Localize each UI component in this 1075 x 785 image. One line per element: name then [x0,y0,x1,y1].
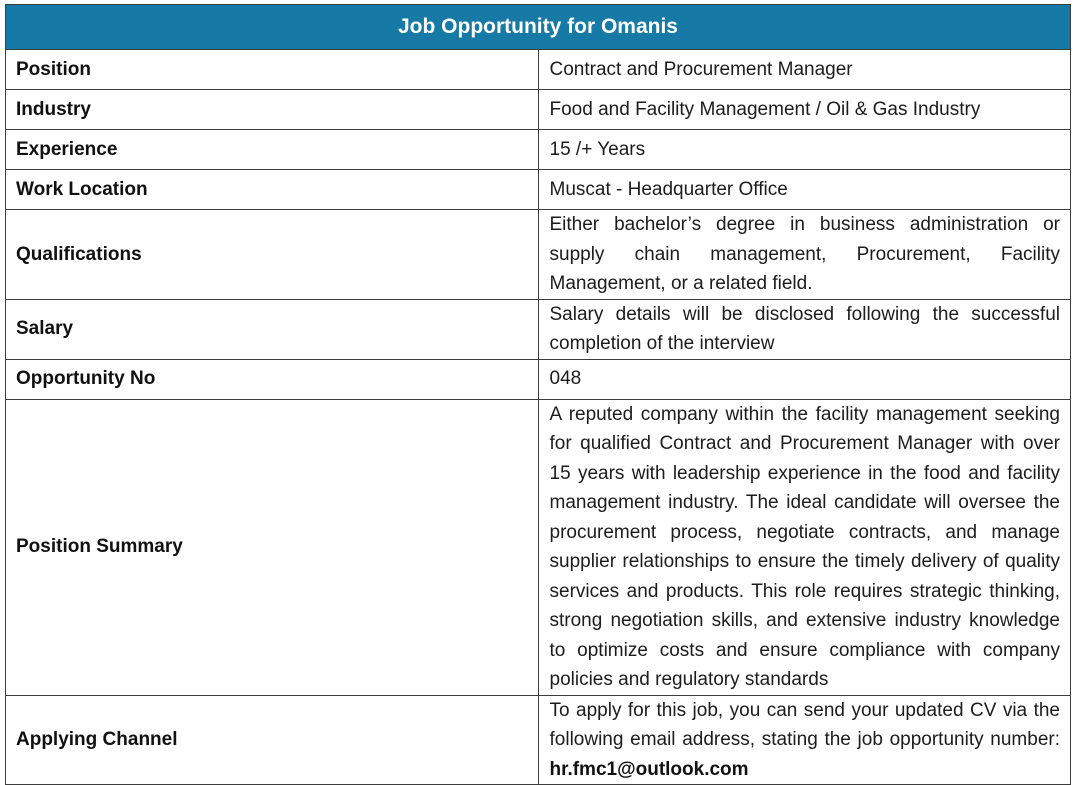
table-row-applying-channel [6,695,1071,785]
industry-value: Food and Facility Management / Oil & Gas Industry [538,90,1071,130]
work-location-label: Work Location [6,170,539,210]
applying-channel-label: Applying Channel [6,695,539,785]
position-summary-value: A reputed company within the facility management seeking for qualified Contract and Procurement Manager with over 15 years with leadership experience in the food and facility management industry. The ideal candidate will oversee the procurement process, negotiate contracts, and manage supplier relationships to ensure the timely delivery of quality services and products. This role requires strategic thinking, strong negotiation skills, and extensive industry knowledge to optimize costs and ensure compliance with company policies and regulatory standards [538,399,1071,695]
opportunity-no-value: 048 [538,359,1071,399]
salary-value: Salary details will be disclosed following the successful completion of the interview [538,299,1071,359]
qualifications-value: Either bachelor’s degree in business administration or supply chain management, Procurement, Facility Management, or a related field. [538,210,1071,300]
table-row-work-location [6,170,1071,210]
table-row-industry [6,90,1071,130]
salary-label: Salary [6,299,539,359]
opportunity-no-label: Opportunity No [6,359,539,399]
applying-channel-cell [538,695,1071,785]
applying-channel-text: To apply for this job, you can send your updated CV via the following email address, stating the job opportunity number: [549,699,1060,750]
work-location-value: Muscat - Headquarter Office [538,170,1071,210]
position-label: Position [6,50,539,90]
table-row-experience [6,130,1071,170]
job-posting [5,4,1071,785]
qualifications-label: Qualifications [6,210,539,300]
position-summary-label: Position Summary [6,399,539,695]
table-row-qualifications [6,210,1071,300]
job-details-table [5,4,1071,785]
page-title: Job Opportunity for Omanis [6,5,1071,50]
table-row-position-summary [6,399,1071,695]
industry-label: Industry [6,90,539,130]
email-address[interactable]: hr.fmc1@outlook.com [549,758,749,780]
experience-label: Experience [6,130,539,170]
position-value: Contract and Procurement Manager [538,50,1071,90]
table-header-row [6,5,1071,50]
table-row-opportunity-no [6,359,1071,399]
table-row-position [6,50,1071,90]
experience-value: 15 /+ Years [538,130,1071,170]
table-row-salary [6,299,1071,359]
